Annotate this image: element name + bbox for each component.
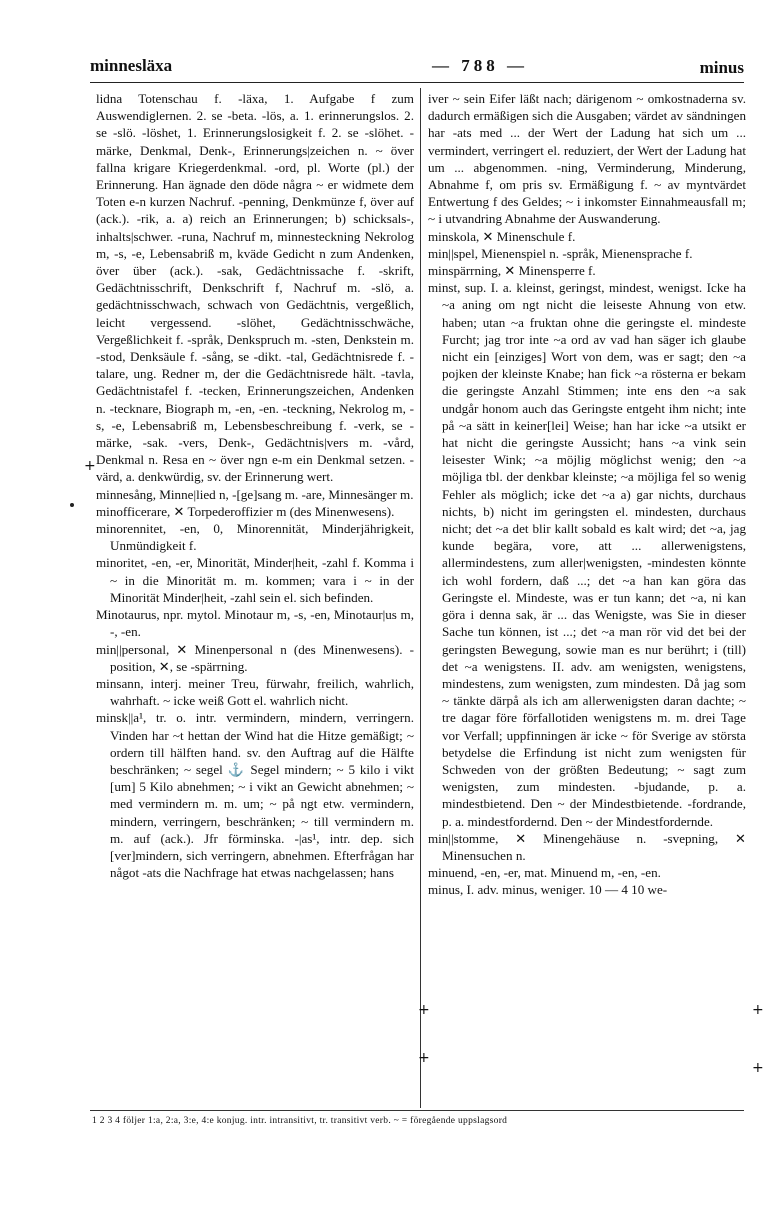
header-right-guideword: minus <box>699 58 744 77</box>
left-column <box>96 90 414 881</box>
dictionary-entry: minsann, interj. meiner Treu, fürwahr, freilich, wahrlich, wahrhaft. ~ icke weiß Gott el. wahrlich nicht. <box>96 675 414 709</box>
dictionary-entry: minus, I. adv. minus, weniger. 10 — 4 10 we- <box>428 882 668 898</box>
margin-dot <box>70 503 74 507</box>
dictionary-entry: min||personal, ✕ Minenpersonal n (des Minenwesens). -position, ✕, se -spärrning. <box>96 641 414 674</box>
footnote-rule <box>90 1110 744 1111</box>
page-number: — 788 — <box>432 56 528 75</box>
dictionary-entry: minskola, ✕ Minenschule f. <box>428 228 576 244</box>
dictionary-entry: lidna Totenschau f. -läxa, 1. Aufgabe f zum Auswendiglernen. 2. se -beta. -lös, a. 1. erinnerungslos. 2. se -slö. -löshet, 1. Erinnerungslosigkeit f. 2. se -slöhet. -märke, Denkmal, Denk-, Erinnerungs|zeichen n. ~ över fallna krigare Kriegerdenkmal. -ord, pl. Worte (pl.) der Erinnerung. Han ägnade den döde några ~ er widmete dem Toten e-n kurzen Nachruf. -penning, Denkmünze f, över auf (ack.). -rik, a. a) reich an Erinnerungen; b) schicksals-, inhalts|schwer. -runa, Nachruf m, minnesteckning Nekrolog m, -s, -e, Lebensabriß m, kväde Gedicht n zum Andenken, över über (ack.). -sak, Gedächtnissache f. -skrift, Gedächtnisschrift, Denkschrift f, Nachruf m. -slö, a. gedächtnisschwach, schwach von Gedächtnis, vergeßlich, leicht vergessend. -slöhet, Gedächtnisschwäche, Vergeßlichkeit f. -språk, Denkspruch m. -sten, Denkstein m. -stod, Denksäule f. -sång, se -dikt. -tal, Gedächtnisrede f. -talare, ung. Redner m, der die Gedächtnisrede hält. -tavla, Gedächtnistafel f. -tecken, Erinnerungszeichen, Andenken n. -tecknare, Biograph m, -en, -en. -teckning, Nekrolog m, -s, -e, Lebensabriß m, Lebensbeschreibung f. -verk, se -märke, -sak. -vers, Denk-, Gedächtnis|vers m. -vård, Denkmal n. Resa en ~ över ngn e-m ein Denkmal setzen. -värd, a. denkwürdig, sv. der Erinnerung wert. <box>96 91 414 485</box>
dictionary-entry: min||spel, Mienenspiel n. -språk, Mienensprache f. <box>428 245 693 261</box>
dictionary-entry: minnesång, Minne|lied n, -[ge]sang m. -are, Minnesänger m. <box>96 486 414 502</box>
dictionary-entry: minst, sup. I. a. kleinst, geringst, mindest, wenigst. Icke ha ~a aning om ngt nicht die leiseste Ahnung von etw. haben; utan ~a fruktan ohne die geringste el. mindeste Furcht; jag tror inte ~a ord av vad han säger ich glaube nicht ein [einziges] Wort von dem, was er sagt; den ~a pojken der kleinste Knabe; han fick ~a rösterna er bekam die geringste Anzahl Stimmen; inte ens den ~a sak undgår honom auch das Geringste entgeht ihm nicht; inte på ~a sätt in keiner[lei] Weise; han har icke ~a utsikt er hat nicht die geringste Aussicht; hans ~a vink sein leisester Wink; ~a möjlig möglichst wenig; den ~a möjliga tbl. der denkbar kleinste; ~a möjliga fel so wenig Fehler als möglich; icke det ~a a) gar nichts, durchaus nichts, b) nicht im geringsten el. mindesten, durchaus nicht; det ~a det blir kallt sobald es kalt wird; det ~a, jag kunde begära, vore, att ... allerwenigstens, allermindestens, zum aller|wenigsten, -mindesten könnte ich wohl fordern, daß ...; det ~a han kan göra das Geringste el. Mindeste, was er tun kann; det ~a, ni kan göra i denna sak, är ... das Wenigste, was Sie in dieser Sache tun können, ist ...; det ~a man rör vid det bei der geringsten Bewegung, sowie man es nur berührt; i (till) det ~a wenigstens. II. adv. am wenigsten, wenigstens, mindestens, zum wenigsten, zum mindesten. Då jag som ~ tänkte därpå als ich am allerwenigsten daran dachte; ~ tre dagar före förfallotiden wenigstens m. m. drei Tage vor Verfall; uppfinningen är icke ~ för Sverige av största betydelse die Erfindung ist nicht zum wenigsten für Schweden von der größten Bedeutung; ~ sagt zum wenigsten, zum mindesten. -bjudande, p. a. mindestbietend. Den ~ der Mindestbietende. -fordrande, p. a. mindestfordernd. Den ~ der Mindestfordernde. <box>428 280 746 829</box>
margin-plus-mark: + <box>752 1002 764 1018</box>
dictionary-entry: minoritet, -en, -er, Minorität, Minder|heit, -zahl f. Komma i ~ in die Minorität m. m. kommen; vara i ~ in der Minorität Minder|heit, -zahl sein el. sich befinden. <box>96 555 414 605</box>
footnote-legend: 1 2 3 4 följer 1:a, 2:a, 3:e, 4:e konjug. intr. intransitivt, tr. transitivt verb. ~ = föregående uppslagsord <box>92 1116 508 1126</box>
dictionary-entry: minspärrning, ✕ Minensperre f. <box>428 263 596 279</box>
column-divider <box>420 88 421 1108</box>
dictionary-entry: min||stomme, ✕ Minengehäuse n. -svepning, ✕ Minensuchen n. <box>428 830 746 863</box>
dictionary-entry: minofficerare, ✕ Torpederoffizier m (des Minenwesens). <box>96 503 395 519</box>
margin-plus-mark: + <box>752 1060 764 1076</box>
dictionary-entry: iver ~ sein Eifer läßt nach; därigenom ~ omkostnaderna sv. dadurch ermäßigen sich die Ausgaben; värdet av sändningen har -ats med ... der Wert der Ladung hat sich um ... vermindert, verringert el. reduziert, der Wert der Ladung hat um ... abgenommen. -ning, Verminderung, Minderung, Abnahme f, om pris sv. Ermäßigung f. ~ av myntvärdet Entwertung f des Geldes; ~ i inkomster Einnahmeausfall m; ~ i utvandring Abnahme der Auswanderung. <box>428 91 746 227</box>
dictionary-entry: minsk||a¹, tr. o. intr. vermindern, mindern, verringern. Vinden har ~t hettan der Wind hat die Hitze gemäßigt; ~ ordern till hälften hand. sv. den Auftrag auf die Hälfte beschränken; ~ segel ⚓ Segel mindern; ~ 5 kilo i vikt [um] 5 Kilo abnehmen; ~ i vikt an Gewicht abnehmen; ~ med vermindern m. m. um; ~ på ngt etw. vermindern, mindern, verringern, beschränken; ~ till vermindern m. m. auf (ack.). Jfr förminska. -|as¹, intr. dep. sich [ver]mindern, sich verringern, abnehmen. Efterfrågan har något -ats die Nachfrage hat etwas nachgelassen; hans <box>96 710 414 881</box>
header-rule <box>90 82 744 83</box>
dictionary-entry: Minotaurus, npr. mytol. Minotaur m, -s, -en, Minotaur|us m, -, -en. <box>96 607 414 640</box>
dictionary-entry: minuend, -en, -er, mat. Minuend m, -en, -en. <box>428 865 661 881</box>
margin-plus-mark: + <box>418 1002 430 1018</box>
right-column <box>428 90 746 899</box>
margin-plus-mark: + <box>418 1050 430 1066</box>
page-header <box>90 54 744 80</box>
dictionary-entry: minorennitet, -en, 0, Minorennität, Minderjährigkeit, Unmündigkeit f. <box>96 521 414 554</box>
header-left-guideword: minnesläxa <box>90 56 173 75</box>
margin-plus-mark: + <box>84 458 96 474</box>
